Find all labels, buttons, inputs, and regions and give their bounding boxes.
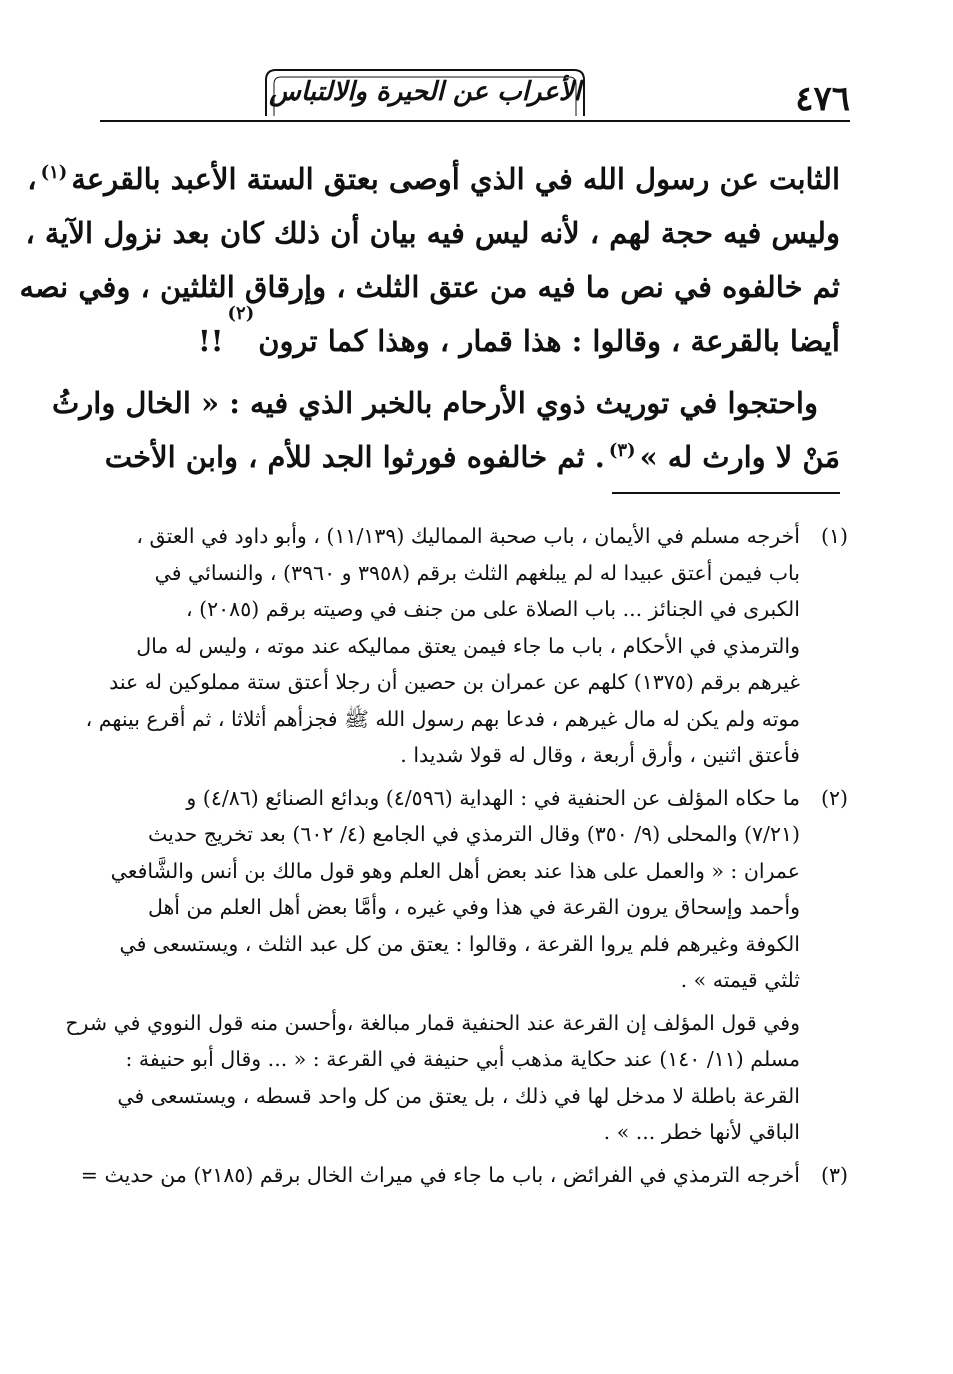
footnote-line: غيرهم برقم (١٣٧٥) كلهم عن عمران بن حصين أن رجلا أعتق ستة مملوكين له عند — [109, 670, 800, 694]
text-line — [27, 152, 840, 206]
footnote-line: القرعة باطلة لا مدخل لها في ذلك ، بل يعتق من كل واحد قسطه ، ويستسعى في — [117, 1083, 800, 1108]
text-segment: أيضا بالقرعة ، وقالوا : هذا قمار ، وهذا كما ترون — [258, 324, 840, 358]
footnotes — [65, 518, 848, 1199]
text-segment: الثابت عن رسول الله في الذي أوصى بعتق الستة الأعبد بالقرعة — [71, 162, 840, 196]
footnote-line: ثلثي قيمته » . — [680, 968, 800, 992]
text-line — [25, 206, 840, 260]
footnote-line: عمران : « والعمل على هذا عند بعض أهل العلم وهو قول مالك بن أنس والشَّافعي — [110, 858, 800, 883]
footnote-3 — [80, 1157, 848, 1194]
footnote-commentary — [65, 1005, 800, 1151]
footnote-line: أخرجه الترمذي في الفرائض ، باب ما جاء في ميراث الخال برقم (٢١٨٥) من حديث = — [80, 1162, 800, 1187]
footnote-ref-3[interactable]: (٣) — [608, 440, 636, 462]
main-text — [19, 152, 840, 484]
footnote-line: وأحمد وإسحاق يرون القرعة في هذا وفي غيره ، وأمَّا بعض أهل العلم من أهل — [147, 895, 800, 919]
footnote-line: موته ولم يكن له مال غيرهم ، فدعا بهم رسول الله ﷺ فجزأهم أثلاثا ، ثم أقرع بينهم ، — [85, 706, 800, 731]
text-line — [105, 303, 840, 368]
footnote-ref-1[interactable]: (١) — [40, 162, 68, 184]
text-line — [19, 260, 840, 314]
text-segment: وليس فيه حجة لهم ، لأنه ليس فيه بيان أن ذلك كان بعد نزول الآية ، — [25, 216, 840, 250]
text-line — [105, 430, 840, 484]
footnote-line: مسلم (١١/ ١٤٠) عند حكاية مذهب أبي حنيفة في القرعة : « ... وقال أبو حنيفة : — [125, 1047, 800, 1071]
footnote-line: الكوفة وغيرهم فلم يروا القرعة ، وقالوا : يعتق من كل عبد الثلث ، ويستسعى في — [119, 931, 800, 956]
header-rule — [100, 120, 850, 122]
footnote-line: وفي قول المؤلف إن القرعة عند الحنفية قمار مبالغة ،وأحسن منه قول النووي في شرح — [65, 1010, 800, 1035]
footnote-number: (١) — [820, 524, 848, 548]
footnote-1 — [85, 518, 848, 774]
text-segment: !! — [198, 324, 224, 358]
text-segment: ثم خالفوه في نص ما فيه من عتق الثلث ، وإرقاق الثلثين ، وفي نصه — [19, 270, 840, 304]
footnote-number: (٣) — [820, 1162, 848, 1187]
footnote-separator — [612, 492, 840, 494]
footnote-line: أخرجه مسلم في الأيمان ، باب صحبة المماليك (١١/١٣٩) ، وأبو داود في العتق ، — [136, 524, 800, 548]
page-number: ٤٧٦ — [795, 79, 850, 119]
page-header — [100, 62, 850, 132]
text-segment: واحتجوا في توريث ذوي الأرحام بالخبر الذي فيه : « الخال وارثُ — [51, 386, 818, 420]
footnote-line: فأعتق اثنين ، وأرق أربعة ، وقال له قولا شديدا . — [400, 743, 800, 767]
text-segment: مَنْ لا وارث له » — [639, 440, 840, 474]
footnote-line: والترمذي في الأحكام ، باب ما جاء فيمن يعتق مماليكه عند موته ، وليس له مال — [136, 633, 800, 658]
footnote-line: (٧/٢١) والمحلى (٩/ ٣٥٠) وقال الترمذي في الجامع (٤/ ٦٠٢) بعد تخريج حديث — [148, 822, 800, 846]
footnote-number: (٢) — [820, 785, 848, 810]
footnote-line: الباقي لأنها خطر ... » . — [603, 1120, 800, 1144]
footnote-ref-2[interactable]: (٢) — [227, 303, 255, 324]
book-title: الأعراب عن الحيرة والالتباس — [269, 77, 581, 107]
footnote-line: الكبرى في الجنائز ... باب الصلاة على من جنف في وصيته برقم (٢٠٨٥) ، — [186, 597, 800, 621]
footnote-2 — [65, 780, 848, 1151]
footnote-line: باب فيمن أعتق عبيدا له لم يبلغهم الثلث برقم (٣٩٥٨ و ٣٩٦٠) ، والنسائي في — [154, 560, 800, 585]
running-title — [260, 62, 590, 122]
text-segment: . ثم خالفوه فورثوا الجد للأم ، وابن الأخت — [104, 440, 605, 474]
text-line — [51, 376, 840, 430]
footnote-line: ما حكاه المؤلف عن الحنفية في : الهداية (٤/٥٩٦) وبدائع الصنائع (٤/٨٦) و — [186, 785, 800, 810]
text-segment: ، — [27, 162, 37, 196]
